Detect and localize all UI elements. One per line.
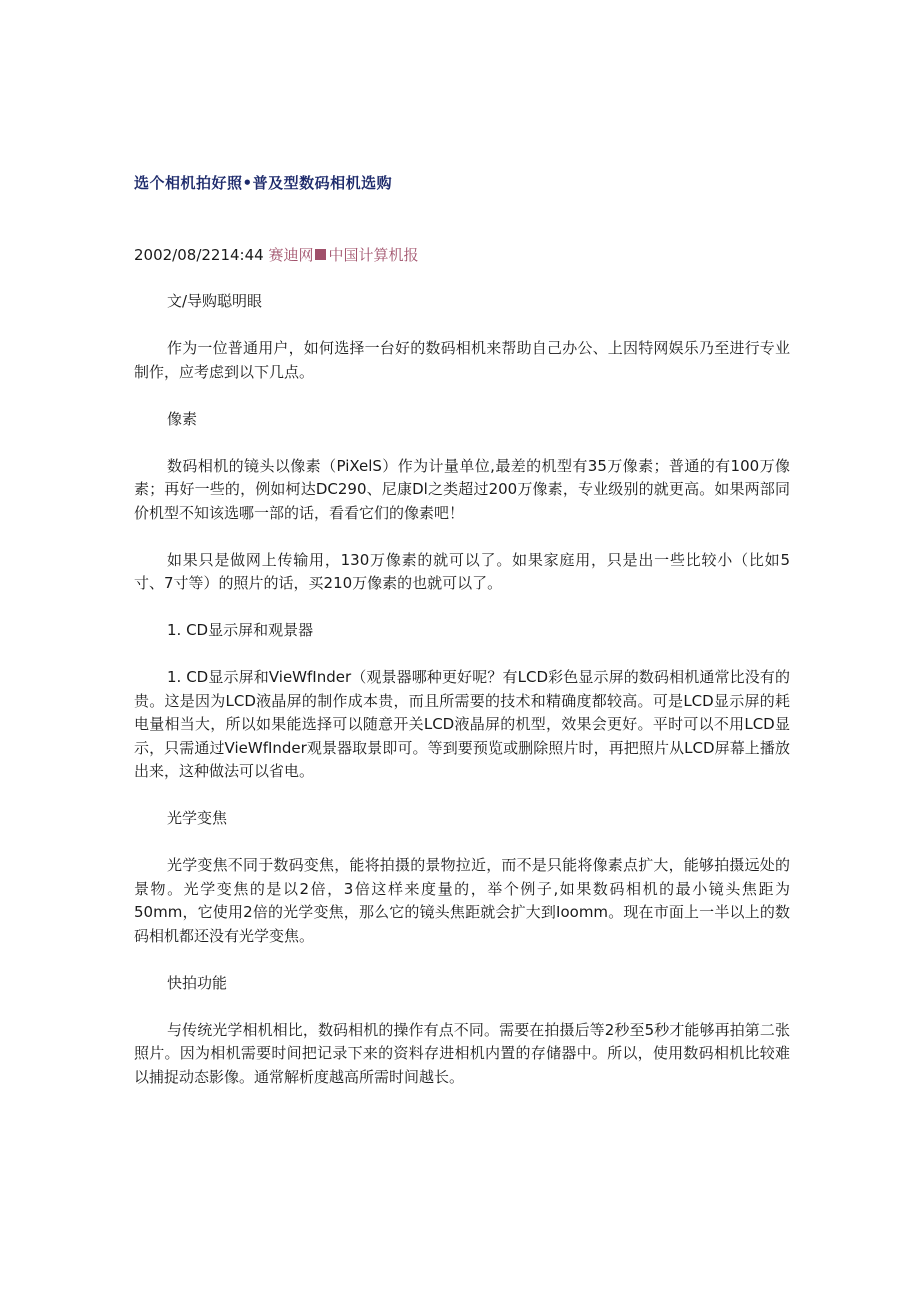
paragraph: 如果只是做网上传输用，130万像素的就可以了。如果家庭用，只是出一些比较小（比如5寸、7寸等）的照片的话，买210万像素的也就可以了。 <box>134 550 790 592</box>
article-date: 2002/08/2214:44 <box>134 246 264 264</box>
article-body <box>134 290 790 1113</box>
paragraph: 与传统光学相机相比，数码相机的操作有点不同。需要在拍摄后等2秒至5秒才能够再拍第二张照片。因为相机需要时间把记录下来的资料存进相机内置的存储器中。所以，使用数码相机比较难以捕捉动态影像。通常解析度越高所需时间越长。 <box>134 1020 790 1086</box>
section-heading: 1. CD显示屏和观景器 <box>167 621 314 639</box>
article-meta <box>134 244 419 265</box>
paragraph: 数码相机的镜头以像素（PiXelS）作为计量单位,最差的机型有35万像素；普通的有100万像素；再好一些的，例如柯达DC290、尼康Dl之类超过200万像素，专业级别的就更高。如果两部同价机型不知该选哪一部的话，看看它们的像素吧！ <box>134 456 790 522</box>
article-source <box>268 246 418 264</box>
paragraph: 作为一位普通用户，如何选择一台好的数码相机来帮助自己办公、上因特网娱乐乃至进行专业制作，应考虑到以下几点。 <box>134 339 790 381</box>
byline: 文/导购聪明眼 <box>167 292 263 310</box>
section-heading: 光学变焦 <box>167 809 228 827</box>
source-name-b: 中国计算机报 <box>328 246 419 264</box>
paragraph: 1. CD显示屏和VieWfInder（观景器哪种更好呢？有LCD彩色显示屏的数码相机通常比没有的贵。这是因为LCD液晶屏的制作成本贵，而且所需要的技术和精确度都较高。可是LCD显示屏的耗电量相当大，所以如果能选择可以随意开关LCD液晶屏的机型，效果会更好。平时可以不用LCD显示，只需通过VieWfInder观景器取景即可。等到要预览或删除照片时，再把照片从LCD屏幕上播放出来，这种做法可以省电。 <box>134 668 790 780</box>
article-title: 选个相机拍好照•普及型数码相机选购 <box>134 174 393 192</box>
section-heading: 快拍功能 <box>167 973 228 992</box>
section-heading: 像素 <box>167 409 198 428</box>
paragraph: 光学变焦不同于数码变焦，能将拍摄的景物拉近，而不是只能将像素点扩大，能够拍摄远处的景物。光学变焦的是以2倍，3倍这样来度量的，举个例子,如果数码相机的最小镜头焦距为50mm，它使用2倍的光学变焦，那么它的镜头焦距就会扩大到Ioomm。现在市面上一半以上的数码相机都还没有光学变焦。 <box>134 856 790 945</box>
source-name-a: 赛迪网 <box>268 246 314 264</box>
square-bullet-icon <box>315 249 326 260</box>
